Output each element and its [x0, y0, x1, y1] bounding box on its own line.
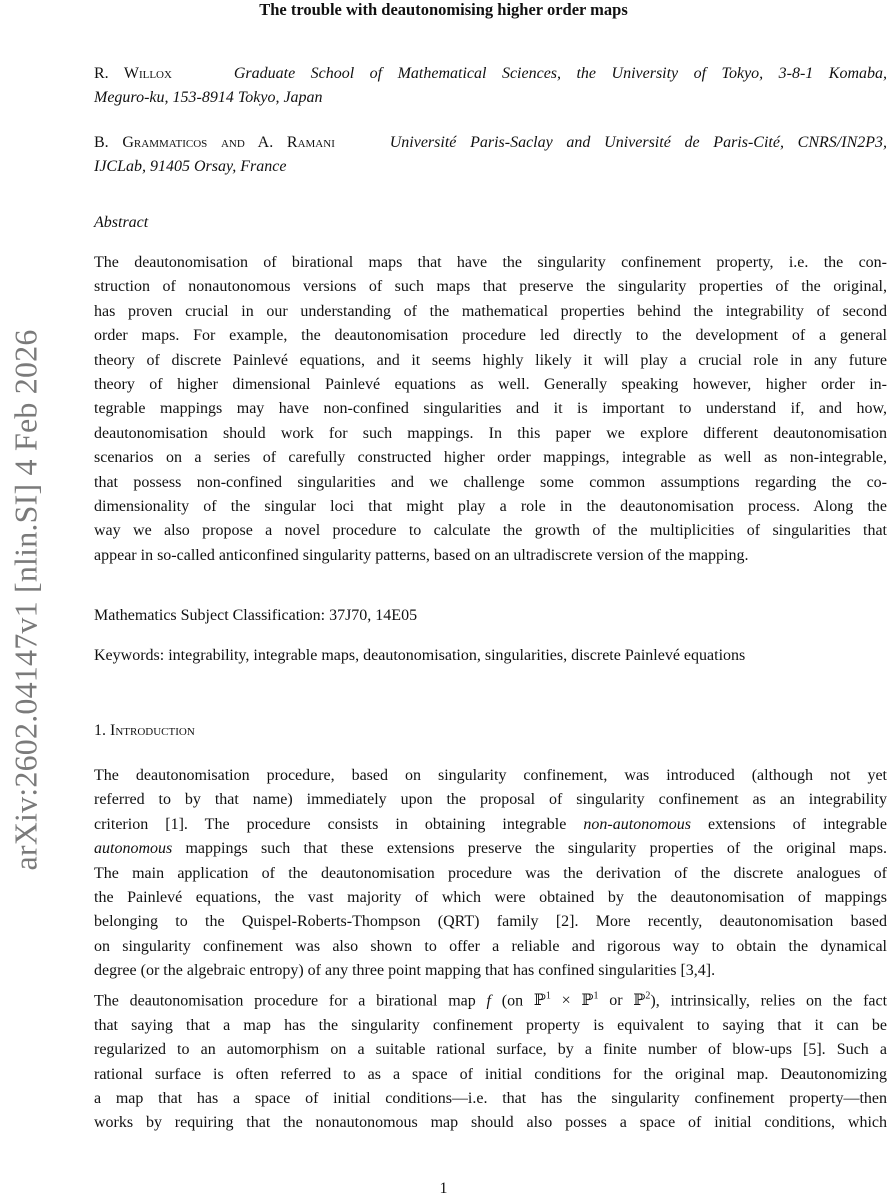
paper-title: The trouble with deautonomising higher order maps [259, 0, 628, 19]
text-segment: (on [501, 992, 524, 1010]
abstract-line: appear in so-called anticonfined singularity patterns, based on an ultradiscrete version of the mapping. [94, 546, 749, 564]
text-segment: or [609, 992, 623, 1010]
arxiv-identifier: arXiv:2602.04147v1 [nlin.SI] 4 Feb 2026 [7, 329, 44, 871]
text-line: The main application of the deautonomisation procedure was the derivation of the discrete analogues of [94, 864, 887, 882]
text-line [94, 813, 887, 837]
text-segment: criterion [1]. The procedure consists in obtaining integrable [94, 815, 567, 833]
emphasis: autonomous [94, 840, 173, 858]
text-line: that saying that a map has the singularity confinement property is equivalent to saying that it can be [94, 1016, 887, 1034]
text-segment: mappings such that these extensions preserve the singularity properties of the original maps. [185, 840, 887, 858]
abstract-line: theory of higher dimensional Painlevé equations as well. Generally speaking however, higher order in- [94, 376, 887, 394]
abstract-line: that possess non-confined singularities and we challenge some common assumptions regarding the co- [94, 473, 887, 491]
text-segment: The deautonomisation procedure for a birational map [94, 992, 476, 1010]
author-affiliation: Graduate School of Mathematical Sciences, the University of Tokyo, 3-8-1 Komaba, [233, 65, 887, 82]
abstract-line: order maps. For example, the deautonomisation procedure led directly to the development of a general [94, 327, 887, 345]
intro-paragraph-1 [94, 764, 887, 984]
math-P: ℙ [533, 992, 546, 1010]
abstract-body [94, 251, 887, 568]
text-line [94, 985, 887, 1014]
abstract-line: struction of nonautonomous versions of such maps that preserve the singularity properties of the original, [94, 278, 887, 296]
math-sup: 1 [545, 991, 551, 1002]
keywords: Keywords: integrability, integrable maps, deautonomisation, singularities, discrete Painlevé equations [94, 647, 746, 664]
text-line: The deautonomisation procedure, based on singularity confinement, was introduced (although not yet [94, 767, 887, 784]
abstract-line: way we also propose a novel procedure to calculate the growth of the multiplicities of singularities that [94, 522, 887, 540]
math-sup: 1 [593, 991, 599, 1002]
text-line: works by requiring that the nonautonomous map should also posses a space of initial conditions, which [94, 1114, 887, 1132]
text-line [94, 837, 887, 861]
abstract-line: deautonomisation should work for such mappings. In this paper we explore different deautonomisation [94, 424, 887, 442]
math-P: ℙ [581, 992, 594, 1010]
text-segment: ), intrinsically, relies on the fact [650, 992, 887, 1010]
author-names: B. Grammaticos and A. Ramani [94, 134, 335, 151]
section-heading [94, 719, 887, 743]
math-P: ℙ [633, 992, 646, 1010]
abstract-line: theory of discrete Painlevé equations, and it seems highly likely it will play a crucial role in any future [94, 351, 887, 369]
abstract-line: has proven crucial in our understanding of the mathematical properties behind the integrability of second [94, 302, 887, 320]
author-block-1 [94, 62, 887, 110]
intro-paragraph-2 [94, 985, 887, 1136]
page-number: 1 [439, 1180, 448, 1197]
subject-classification: Mathematics Subject Classification: 37J70, 14E05 [94, 607, 418, 624]
math-f: f [486, 992, 491, 1010]
author-affiliation-cont: IJCLab, 91405 Orsay, France [94, 158, 287, 175]
author-affiliation: Université Paris-Saclay and Université de Paris-Cité, CNRS/IN2P3, [389, 134, 887, 151]
msc-wrap [94, 604, 887, 628]
author-names: R. Willox [94, 65, 172, 82]
abstract-heading: Abstract [94, 214, 149, 231]
math-sup: 2 [645, 991, 651, 1002]
section-number: 1. [94, 722, 106, 739]
abstract-line: The deautonomisation of birational maps that have the singularity confinement property, i.e. the con- [94, 254, 887, 271]
abstract-line: tegrable mappings may have non-confined singularities and it is important to understand if, and how, [94, 400, 887, 418]
abstract-line: scenarios on a series of carefully constructed higher order mappings, integrable as well as non-integrable, [94, 449, 887, 467]
text-segment: extensions of integrable [708, 815, 887, 833]
author-block-2 [94, 131, 887, 179]
text-line: rational surface is often referred to as a space of initial conditions for the original map. Deautonomizing [94, 1065, 887, 1083]
text-line: on singularity confinement was also shown to offer a reliable and rigorous way to obtain the dynamical [94, 937, 887, 955]
math-expression [534, 992, 651, 1009]
text-line: referred to by that name) immediately upon the proposal of singularity confinement as an integrability [94, 791, 887, 809]
text-line: a map that has a space of initial conditions—i.e. that has the singularity confinement property—then [94, 1089, 887, 1107]
text-line: regularized to an automorphism on a suitable rational surface, by a finite number of blow-ups [5]. Such a [94, 1041, 887, 1059]
text-line: belonging to the Quispel-Roberts-Thompson (QRT) family [2]. More recently, deautonomisation based [94, 913, 887, 931]
author-affiliation-cont: Meguro-ku, 153-8914 Tokyo, Japan [94, 89, 323, 106]
abstract-line: dimensionality of the singular loci that might play a role in the deautonomisation process. Along the [94, 498, 887, 516]
section-title: Introduction [110, 722, 195, 739]
keywords-wrap [94, 644, 887, 668]
emphasis: non-autonomous [583, 815, 691, 833]
math-times: × [561, 992, 571, 1010]
abstract-heading-wrap [94, 211, 887, 235]
text-line: degree (or the algebraic entropy) of any three point mapping that has confined singularities [3,4]. [94, 962, 716, 980]
text-line: the Painlevé equations, the vast majority of which were obtained by the deautonomisation of mappings [94, 889, 887, 907]
